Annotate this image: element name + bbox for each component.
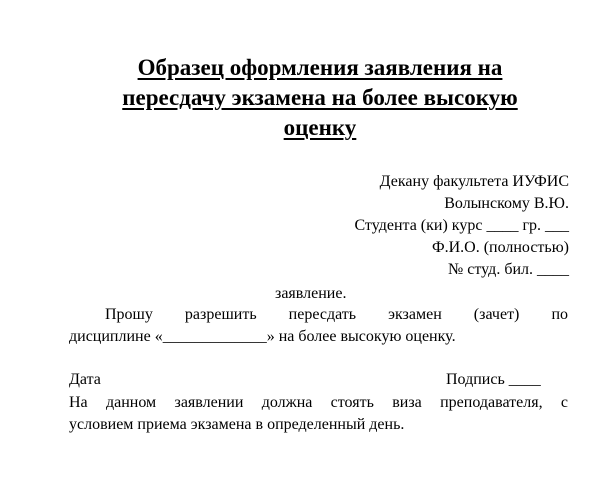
student-full-name: Ф.И.О. (полностью) (431, 239, 569, 256)
document-type: заявление. (275, 285, 347, 302)
note-line-1: На данном заявлении должна стоять виза преподавателя, с (69, 394, 568, 411)
note-line-2: условием приема экзамена в определенный день. (69, 416, 405, 433)
addressee-dean: Декану факультета ИУФИС (379, 173, 569, 190)
title-line-2: пересдачу экзамена на более высокую (122, 85, 518, 110)
date-label: Дата (69, 371, 101, 388)
title-line-3: оценку (283, 115, 357, 140)
title-line-1: Образец оформления заявления на (137, 55, 503, 80)
signature-label: Подпись ____ (446, 371, 541, 388)
request-line-2: дисциплине «_____________» на более высокую оценку. (69, 328, 456, 345)
addressee-name: Волынскому В.Ю. (444, 195, 569, 212)
student-course-group: Студента (ки) курс ____ гр. ___ (354, 217, 569, 234)
document-title (70, 53, 570, 143)
request-line-1: Прошу разрешить пересдать экзамен (зачет) по (105, 306, 568, 323)
student-id-number: № студ. бил. ____ (448, 261, 569, 278)
